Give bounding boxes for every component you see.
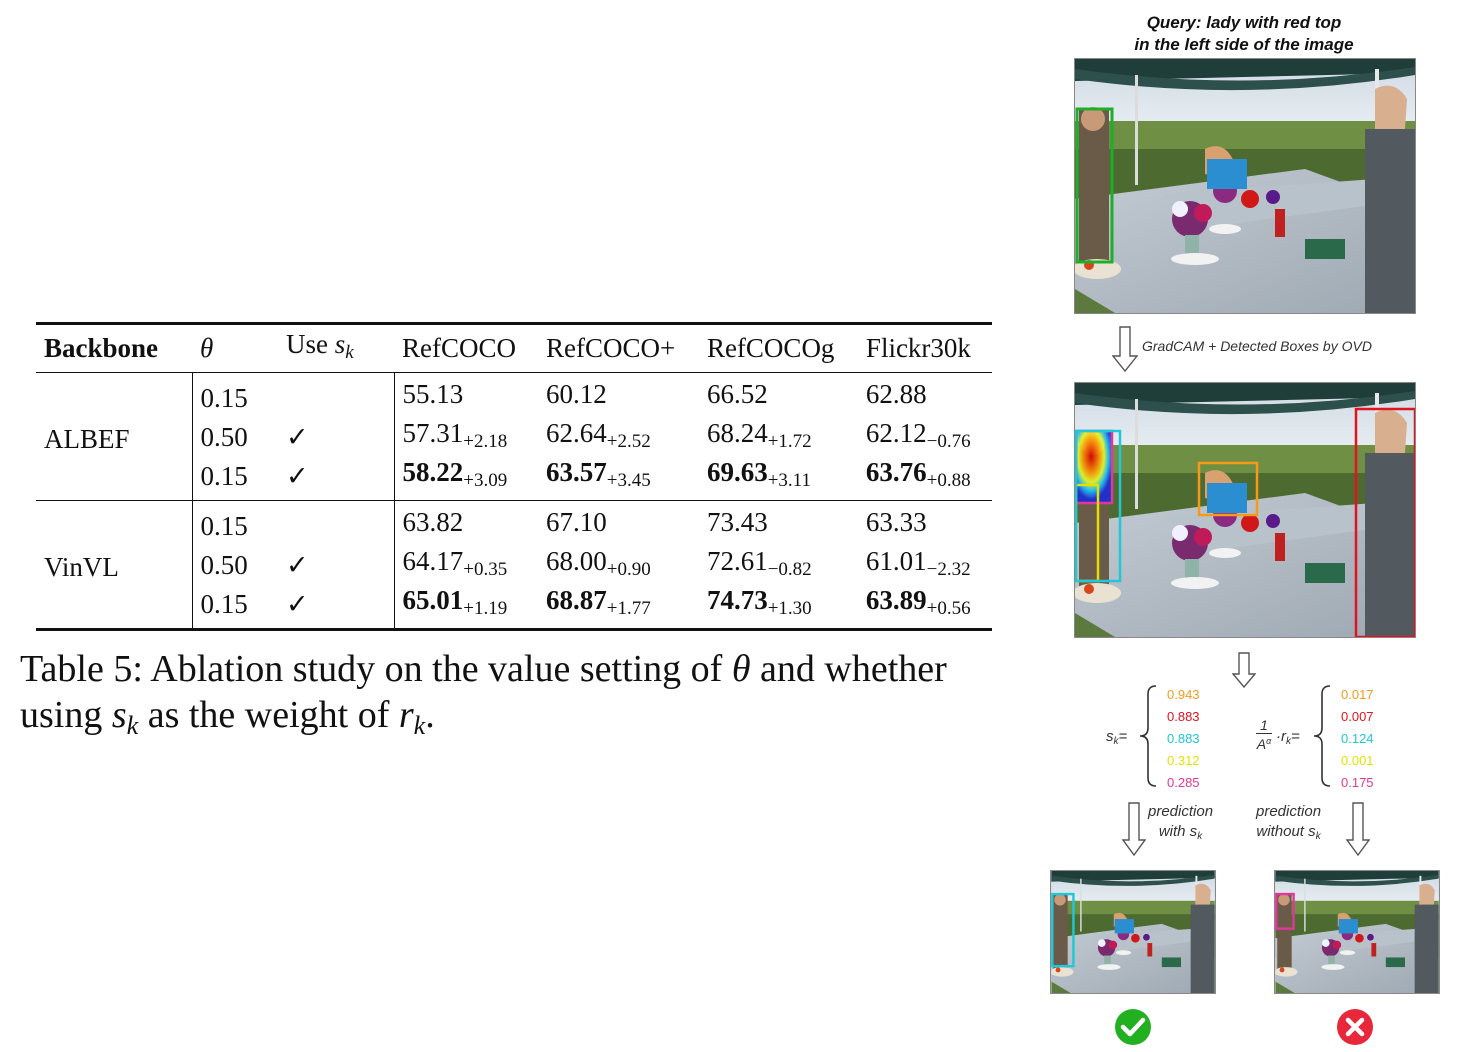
score-delta: +3.11 bbox=[767, 470, 811, 491]
x-circle-icon bbox=[1336, 1008, 1374, 1046]
table-group-albef bbox=[36, 373, 992, 501]
score-cell bbox=[699, 373, 858, 419]
theta-cell: 0.50 bbox=[200, 550, 248, 580]
score-value: 61.01 bbox=[865, 546, 927, 576]
score-cell bbox=[538, 457, 699, 501]
score-value: 0.007 bbox=[1341, 709, 1374, 724]
score-value: 62.12 bbox=[865, 418, 927, 448]
gradcam-photo-image bbox=[1075, 383, 1415, 637]
score-delta: +0.88 bbox=[926, 470, 971, 491]
score-delta: +2.52 bbox=[606, 431, 651, 452]
score-value: 64.17 bbox=[402, 546, 464, 576]
score-value: 0.001 bbox=[1341, 753, 1374, 768]
use-sk-cell: ✓ bbox=[278, 546, 394, 585]
score-value: 0.124 bbox=[1341, 731, 1374, 746]
score-value: 63.82 bbox=[402, 507, 464, 537]
header-refcoco: RefCOCO bbox=[394, 324, 538, 373]
score-cell bbox=[394, 546, 538, 585]
score-value: 55.13 bbox=[402, 379, 464, 409]
prediction-without-sk-image bbox=[1275, 871, 1439, 993]
score-cell bbox=[699, 501, 858, 547]
theta-cell: 0.15 bbox=[200, 589, 248, 619]
use-sk-cell bbox=[278, 501, 394, 547]
score-delta: −2.32 bbox=[926, 559, 971, 580]
score-value: 0.883 bbox=[1167, 731, 1200, 746]
down-arrow-icon bbox=[1122, 802, 1146, 856]
score-cell bbox=[858, 418, 992, 457]
score-delta: −0.82 bbox=[767, 559, 812, 580]
score-value: 63.89 bbox=[865, 585, 927, 615]
score-delta: −0.76 bbox=[926, 431, 971, 452]
input-photo-image bbox=[1075, 59, 1415, 313]
header-backbone: Backbone bbox=[36, 324, 192, 373]
heatmap-overlay bbox=[1075, 431, 1111, 503]
score-cell bbox=[699, 457, 858, 501]
score-value: 63.33 bbox=[865, 507, 927, 537]
score-delta: +3.09 bbox=[463, 470, 508, 491]
score-delta: +2.18 bbox=[463, 431, 508, 452]
prediction-with-sk-label: prediction with $s_k$ bbox=[1148, 803, 1214, 842]
score-cell bbox=[858, 501, 992, 547]
header-flickr: Flickr30k bbox=[858, 324, 992, 373]
score-delta: +1.72 bbox=[767, 431, 812, 452]
score-cell bbox=[394, 501, 538, 547]
score-value: 68.24 bbox=[706, 418, 768, 448]
sk-label: $s_k=$ bbox=[1106, 728, 1128, 747]
score-value: 0.312 bbox=[1167, 753, 1200, 768]
ablation-table-wrap bbox=[36, 322, 992, 631]
score-value: 65.01 bbox=[402, 585, 464, 615]
score-delta: +0.35 bbox=[463, 559, 508, 580]
score-delta: +1.30 bbox=[767, 598, 812, 619]
use-sk-cell: ✓ bbox=[278, 418, 394, 457]
rk-label: $\cdot r_k=$ bbox=[1276, 728, 1300, 747]
theta-cell: 0.15 bbox=[200, 383, 248, 413]
score-value: 63.76 bbox=[865, 457, 927, 487]
score-value: 0.943 bbox=[1167, 687, 1200, 702]
score-value: 62.88 bbox=[865, 379, 927, 409]
down-arrow-icon bbox=[1112, 326, 1138, 372]
use-sk-cell: ✓ bbox=[278, 457, 394, 501]
down-arrow-icon bbox=[1232, 652, 1256, 688]
score-cell bbox=[699, 546, 858, 585]
score-value: 63.57 bbox=[546, 457, 607, 487]
backbone-cell: ALBEF bbox=[36, 373, 192, 501]
gradcam-label: GradCAM + Detected Boxes by OVD bbox=[1142, 338, 1372, 354]
score-cell bbox=[858, 546, 992, 585]
backbone-cell: VinVL bbox=[36, 501, 192, 630]
score-value: 69.63 bbox=[706, 457, 768, 487]
theta-cell: 0.15 bbox=[200, 461, 248, 491]
gradcam-photo bbox=[1074, 382, 1416, 638]
score-value: 0.175 bbox=[1341, 775, 1374, 790]
header-refcocog: RefCOCOg bbox=[699, 324, 858, 373]
score-value: 68.00 bbox=[546, 546, 607, 576]
score-cell bbox=[394, 373, 538, 419]
score-cell bbox=[858, 457, 992, 501]
table-row bbox=[36, 501, 992, 547]
frac-label: 1 $A^\alpha$ bbox=[1256, 717, 1272, 752]
score-delta: +1.19 bbox=[463, 598, 508, 619]
score-delta: +0.90 bbox=[606, 559, 651, 580]
score-value: 73.43 bbox=[706, 507, 768, 537]
left-brace-icon bbox=[1138, 684, 1160, 788]
ablation-table bbox=[36, 322, 992, 631]
score-value: 74.73 bbox=[706, 585, 768, 615]
score-value: 0.017 bbox=[1341, 687, 1374, 702]
score-cell bbox=[858, 373, 992, 419]
table-row bbox=[36, 373, 992, 419]
score-delta: +0.56 bbox=[926, 598, 971, 619]
score-cell bbox=[699, 418, 858, 457]
table-header-row bbox=[36, 324, 992, 373]
use-sk-cell bbox=[278, 373, 394, 419]
score-delta: +3.45 bbox=[606, 470, 651, 491]
score-value: 0.883 bbox=[1167, 709, 1200, 724]
score-value: 68.87 bbox=[546, 585, 607, 615]
query-title: Query: lady with red top in the left side of the image bbox=[1134, 13, 1354, 54]
score-cell bbox=[858, 585, 992, 630]
score-cell bbox=[538, 546, 699, 585]
score-value: 58.22 bbox=[402, 457, 464, 487]
score-value: 72.61 bbox=[706, 546, 768, 576]
score-cell bbox=[394, 585, 538, 630]
score-cell bbox=[394, 457, 538, 501]
theta-cell: 0.50 bbox=[200, 422, 248, 452]
score-delta: +1.77 bbox=[606, 598, 651, 619]
score-value: 0.285 bbox=[1167, 775, 1200, 790]
use-sk-cell: ✓ bbox=[278, 585, 394, 630]
score-cell bbox=[394, 418, 538, 457]
score-cell bbox=[538, 585, 699, 630]
prediction-with-sk-photo bbox=[1050, 870, 1216, 994]
score-cell bbox=[699, 585, 858, 630]
score-cell bbox=[538, 501, 699, 547]
prediction-without-sk-label: prediction without $s_k$ bbox=[1256, 803, 1322, 842]
score-value: 66.52 bbox=[706, 379, 768, 409]
prediction-with-sk-image bbox=[1051, 871, 1215, 993]
table-group-vinvl bbox=[36, 501, 992, 630]
input-photo bbox=[1074, 58, 1416, 314]
score-cell bbox=[538, 418, 699, 457]
score-value: 67.10 bbox=[546, 507, 607, 537]
down-arrow-icon bbox=[1346, 802, 1370, 856]
score-value: 60.12 bbox=[546, 379, 607, 409]
prediction-without-sk-photo bbox=[1274, 870, 1440, 994]
score-value: 62.64 bbox=[546, 418, 607, 448]
header-theta: θ bbox=[192, 324, 278, 373]
left-brace-icon bbox=[1312, 684, 1334, 788]
header-refcocop: RefCOCO+ bbox=[538, 324, 699, 373]
table-caption: Table 5: Ablation study on the value setting of θ and whether using sk as the weight of rk. bbox=[20, 648, 947, 740]
score-value: 57.31 bbox=[402, 418, 464, 448]
check-circle-icon bbox=[1114, 1008, 1152, 1046]
header-use-sk: Use $s_k$ bbox=[278, 324, 394, 373]
theta-cell: 0.15 bbox=[200, 511, 248, 541]
score-cell bbox=[538, 373, 699, 419]
